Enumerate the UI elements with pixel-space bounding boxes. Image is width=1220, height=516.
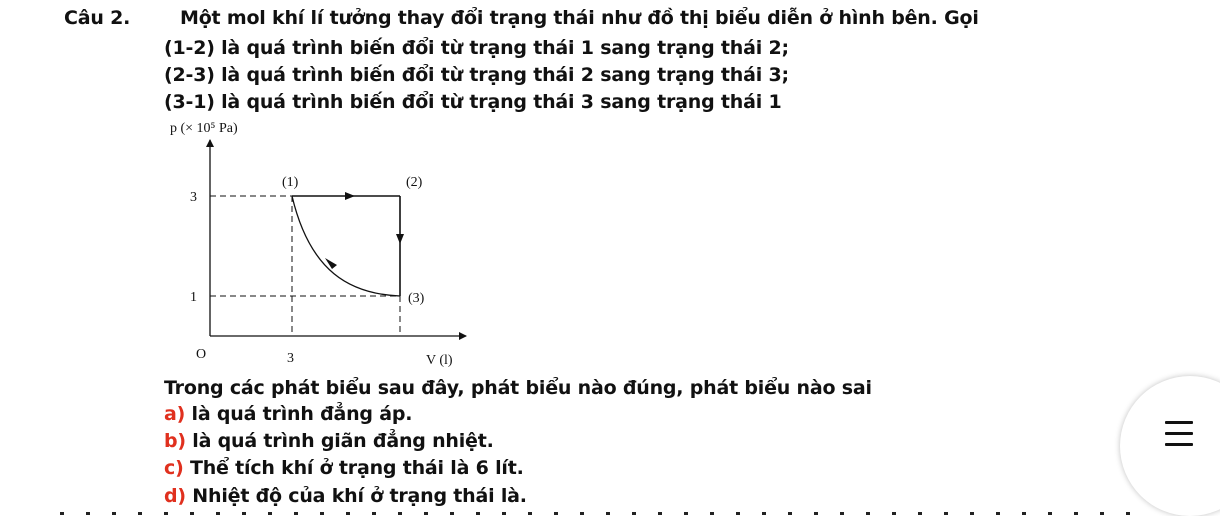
origin-label: O [196, 347, 207, 362]
option-a [164, 402, 412, 426]
next-question-cutoff [60, 509, 1140, 515]
state-3-label: (3) [408, 291, 425, 306]
question-prompt: Trong các phát biểu sau đây, phát biểu nào đúng, phát biểu nào sai [164, 377, 872, 399]
option-d-letter: d) [164, 485, 186, 507]
state-2-label: (2) [406, 175, 423, 190]
definition-2-3: (2-3) là quá trình biến đổi từ trạng thái 2 sang trạng thái 3; [164, 64, 789, 86]
y-tick-1: 1 [190, 290, 197, 305]
state-1-label: (1) [282, 175, 299, 190]
question-number: Câu 2. [64, 7, 131, 29]
option-d [164, 484, 527, 508]
option-c [164, 456, 524, 480]
option-b [164, 429, 494, 453]
p-v-diagram [160, 112, 480, 374]
x-axis-label: V (l) [426, 353, 453, 368]
option-c-text: Thể tích khí ở trạng thái là 6 lít. [183, 457, 524, 479]
question-title: Một mol khí lí tưởng thay đổi trạng thái như đồ thị biểu diễn ở hình bên. Gọi [180, 7, 979, 29]
definition-1-2: (1-2) là quá trình biến đổi từ trạng thái 1 sang trạng thái 2; [164, 37, 789, 59]
arrow-1-2-icon [345, 192, 355, 200]
option-b-letter: b) [164, 430, 186, 452]
option-b-text: là quá trình giãn đẳng nhiệt. [185, 430, 494, 452]
option-a-text: là quá trình đẳng áp. [185, 403, 413, 425]
process-3-1 [292, 196, 400, 296]
arrow-2-3-icon [396, 234, 404, 244]
option-d-text: Nhiệt độ của khí ở trạng thái là. [185, 485, 527, 507]
definition-3-1: (3-1) là quá trình biến đổi từ trạng thái 3 sang trạng thái 1 [164, 91, 782, 113]
y-tick-3: 3 [190, 190, 197, 205]
option-c-letter: c) [164, 457, 184, 479]
option-a-letter: a) [164, 403, 186, 425]
x-tick-3: 3 [287, 351, 294, 366]
floating-menu-button[interactable] [1120, 376, 1220, 516]
y-axis-label: p (× 10⁵ Pa) [170, 121, 238, 136]
